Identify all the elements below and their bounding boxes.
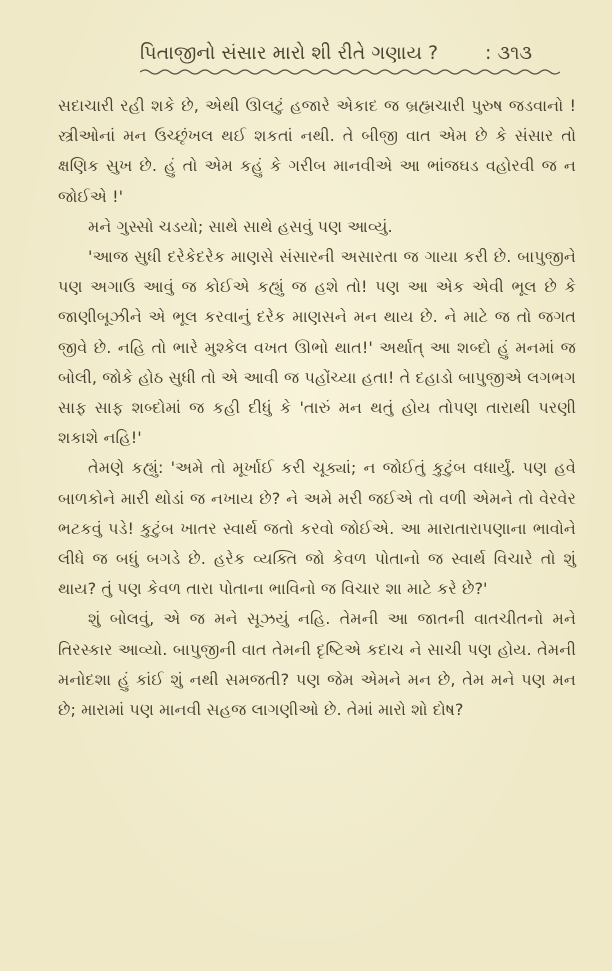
header-wavy-rule	[140, 68, 560, 76]
paragraph-1: સદાચારી રહી શકે છે, એથી ઊલટું હજારે એકાદ જ બ્રહ્મચારી પુરુષ જડવાનો ! સ્ત્રીઓનાં મન ઉચ્છૃંખલ થઈ શકતાં નથી. તે બીજી વાત એમ છે કે સંસાર તો ક્ષણિક સુખ છે. હું તો એમ કહું કે ગરીબ માનવીએ આ ભાંજઘડ વહોરવી જ ન જોઈએ !'	[58, 96, 576, 206]
paragraph-2: મને ગુસ્સો ચડયો; સાથે સાથે હસવું પણ આવ્યું.	[88, 216, 393, 236]
page-number	[485, 40, 532, 66]
paragraph-5: શું બોલવું, એ જ મને સૂઝયું નહિ. તેમની આ જાતની વાતચીતનો મને તિરસ્કાર આવ્યો. બાપુજીની વાત તેમની દૃષ્ટિએ કદાચ ને સાચી પણ હોય. તેમની મનોદશા હું કાંઈ શું નથી સમજતી? પણ જેમ એમને મન છે, તેમ મને પણ મન છે; મારામાં પણ માનવી સહજ લાગણીઓ છે. તેમાં મારો શો દોષ?	[58, 609, 576, 720]
page-number-value: ૩૧૩	[497, 42, 533, 64]
paragraph-3: 'આજ સુધી દરેકેદરેક માણસે સંસારની અસારતા જ ગાયા કરી છે. બાપુજીને પણ અગાઉ આવું જ કોઈએ કહ્યું જ હશે તો! પણ આ એક એવી ભૂલ છે કે જાણીબૂઝીને એ ભૂલ કરવાનું દરેક માણસને મન થાય છે. ને માટે જ તો જગત જીવે છે. નહિ તો ભારે મુશ્કેલ વખત ઊભો થાત!' અર્થાત્ આ શબ્દો હું મનમાં જ બોલી, જોકે હોઠ સુધી તો એ આવી જ પહોંચ્યા હતા! તે દહાડો બાપુજીએ લગભગ સાફ સાફ શબ્દોમાં જ કહી દીધું કે 'તારું મન થતું હોય તોપણ તારાથી પરણી શકાશે નહિ!'	[58, 247, 576, 448]
header-separator: :	[485, 42, 492, 64]
paragraph-4: તેમણે કહ્યું: 'અમે તો મૂર્ખાઈ કરી ચૂક્યાં; ન જોઈતું કુટુંબ વધાર્યું. પણ હવે બાળકોને મારી થોડાં જ નખાય છે? ને અમે મરી જઈએ તો વળી એમને તો વેરવેર ભટકવું પડે! કુટુંબ ખાતર સ્વાર્થ જતો કરવો જોઈએ. આ મારાતારાપણાના ભાવોને લીધે જ બધું બગડે છે. હરેક વ્યક્તિ જો કેવળ પોતાનો જ સ્વાર્થ વિચારે તો શું થાય? તું પણ કેવળ તારા પોતાના ભાવિનો જ વિચાર શા માટે કરે છે?'	[58, 458, 576, 599]
body-text	[58, 91, 576, 725]
running-header-title: પિતાજીનો સંસાર મારો શી રીતે ગણાય ?	[140, 42, 439, 64]
